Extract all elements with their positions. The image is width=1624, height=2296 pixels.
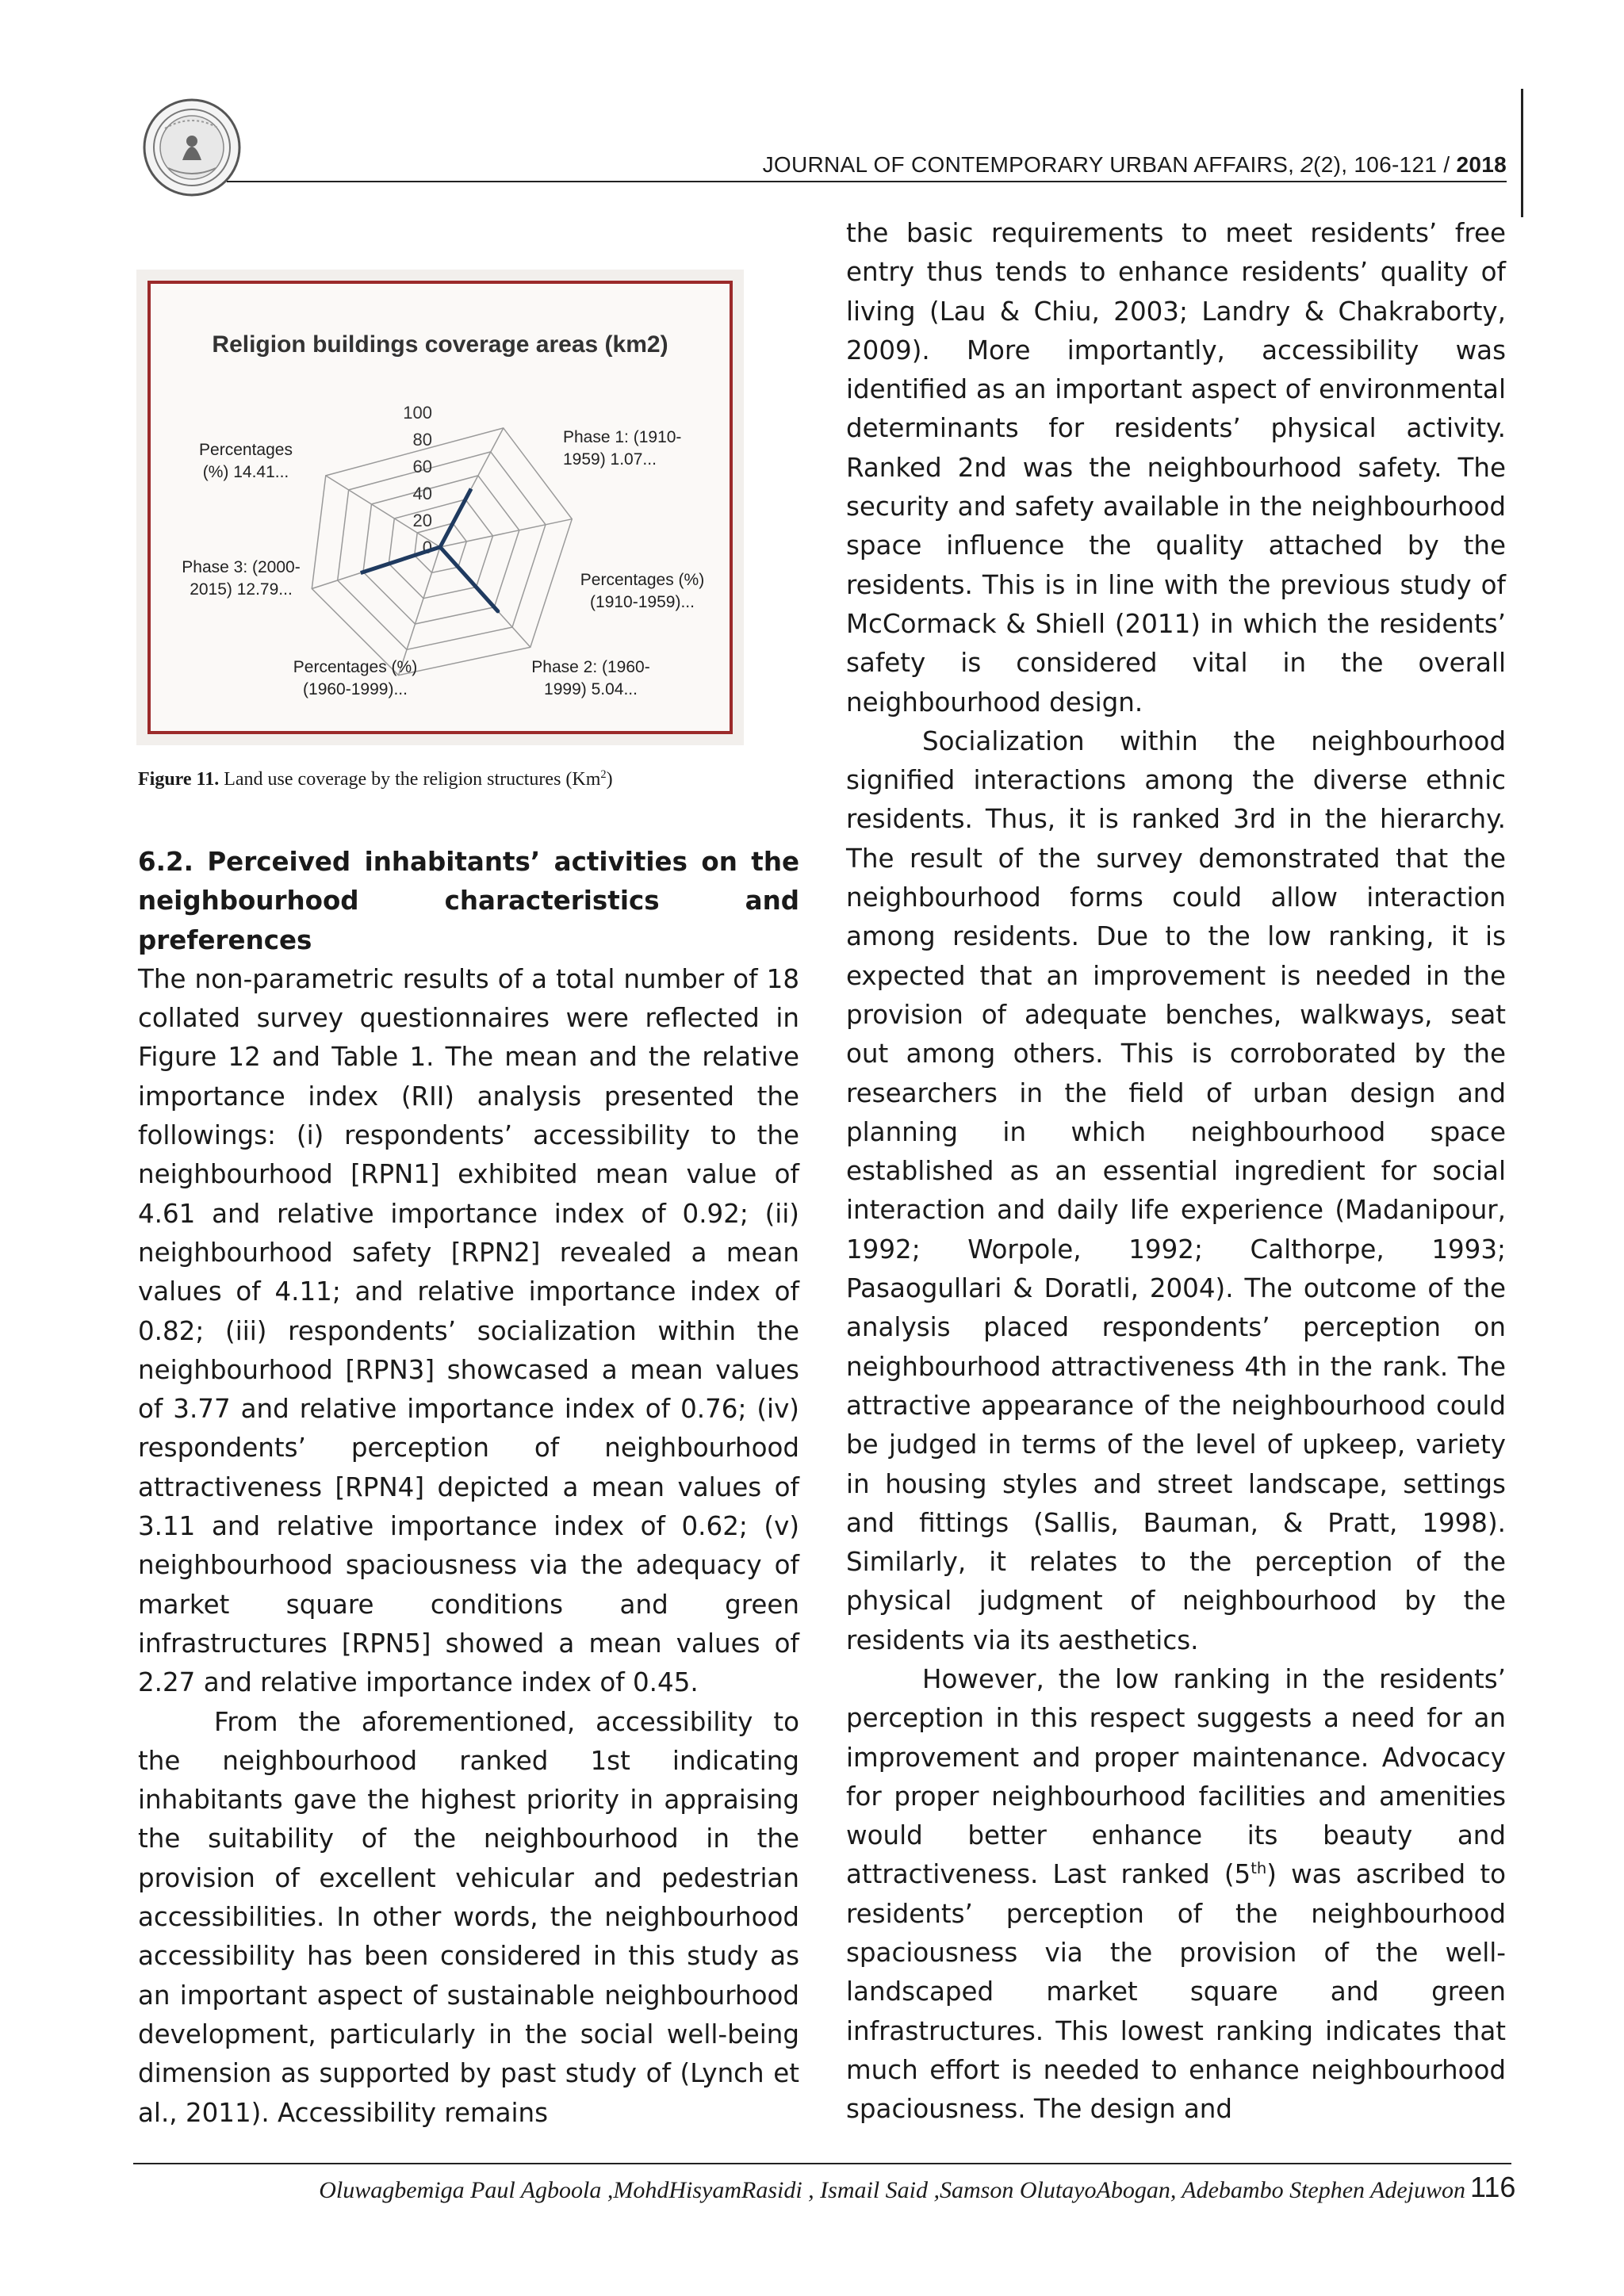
- radar-tick-label: 40: [412, 484, 432, 503]
- radar-axis-label: 1999) 5.04...: [544, 680, 638, 698]
- radar-tick-label: 80: [412, 430, 432, 450]
- radar-axis-label: Percentages: [199, 441, 293, 459]
- footer-authors: Oluwagbemiga Paul Agboola ,MohdHisyamRasidi , Ismail Said ,Samson OlutayoAbogan, Adebambo Stephen Adejuwon: [319, 2177, 1465, 2203]
- footer-rule: [133, 2163, 1511, 2164]
- right-text-column: [846, 214, 1506, 2130]
- header-vertical-rule: [1521, 89, 1523, 217]
- radar-series-line: [361, 489, 498, 611]
- radar-axis-labels: [182, 428, 704, 698]
- radar-tick-label: 0: [422, 538, 432, 557]
- radar-axis-label: (1910-1959)...: [590, 593, 695, 611]
- radar-tick-label: 100: [403, 403, 432, 423]
- radar-chart-panel: [147, 281, 733, 734]
- radar-spoke: [399, 547, 441, 675]
- figure-11: [136, 270, 744, 745]
- paragraph: Socialization within the neighbourhood signified interactions among the diverse ethnic residents. Thus, it is ranked 3rd in the hierarchy. The result of the survey demonstrated that the neighbourhood forms could allow interaction among residents. Due to the low ranking, it is expected that an improvement is needed in the provision of adequate benches, walkways, seat out among others. This is corroborated by the researchers in the field of urban design and planning in which neighbourhood space established as an essential ingredient for social interaction and daily life experience (Madanipour, 1992; Worpole, 1992; Calthorpe, 1993; Pasaogullari & Doratli, 2004). The outcome of the analysis placed respondents’ perception on neighbourhood attractiveness 4th in the rank. The attractive appearance of the neighbourhood could be judged in terms of the level of upkeep, variety in housing styles and street landscape, settings and fittings (Sallis, Bauman, & Pratt, 1998). Similarly, it relates to the perception of the physical judgment of neighbourhood by the residents via its aesthetics.: [846, 725, 1506, 1655]
- radar-axis-label: 2015) 12.79...: [190, 580, 293, 599]
- chart-title: Religion buildings coverage areas (km2): [212, 331, 668, 358]
- radar-axis-label: Phase 2: (1960-: [531, 658, 650, 676]
- radar-tick-label: 20: [412, 511, 432, 530]
- figure-caption: Figure 11. Land use coverage by the religion structures (Km$^2$): [138, 768, 613, 790]
- radar-chart: [151, 284, 730, 731]
- paragraph: However, the low ranking in the residents’ perception in this respect suggests a need for an improvement and proper maintenance. Advocacy for proper neighbourhood facilities and amenities would better enhance its beauty and attractiveness. Last ranked (5th) was ascribed to residents’ perception of the neighbourhood spaciousness via the provision of the well-landscaped market square and green infrastructures. This lowest ranking indicates that much effort is needed to enhance neighbourhood spaciousness. The design and: [846, 1663, 1506, 2125]
- paragraph: From the aforementioned, accessibility to the neighbourhood ranked 1st indicating inhabitants gave the highest priority in appraising the suitability of the neighbourhood in the provision of excellent vehicular and pedestrian accessibilities. In other words, the neighbourhood accessibility has been considered in this study as an important aspect of sustainable neighbourhood development, particularly in the social well-being dimension as supported by past study of (Lynch et al., 2011). Accessibility remains: [138, 1706, 799, 2128]
- paragraph: the basic requirements to meet residents’ free entry thus tends to enhance residents’ quality of living (Lau & Chiu, 2003; Landry & Chakraborty, 2009). More importantly, accessibility was identified as an important aspect of environmental determinants for residents’ physical activity. Ranked 2nd was the neighbourhood safety. The security and safety available in the neighbourhood space influence the quality attached by the residents. This is in line with the previous study of McCormack & Shiell (2011) in which the residents’ safety is considered vital in the overall neighbourhood design.: [846, 218, 1506, 718]
- radar-tick-label: 60: [412, 457, 432, 476]
- page-number: 116: [1470, 2171, 1516, 2203]
- header-rule: [227, 181, 1507, 182]
- paragraph: The non-parametric results of a total number of 18 collated survey questionnaires were reflected in Figure 12 and Table 1. The mean and the relative importance index (RII) analysis presented the followings: (i) respondents’ accessibility to the neighbourhood [RPN1] exhibited mean value of 4.61 and relative importance index of 0.92; (ii) neighbourhood safety [RPN2] revealed a mean values of 4.11; and relative importance index of 0.82; (iii) respondents’ socialization within the neighbourhood [RPN3] showcased a mean values of 3.77 and relative importance index of 0.76; (iv) respondents’ perception of neighbourhood attractiveness [RPN4] depicted a mean values of 3.11 and relative importance index of 0.62; (v) neighbourhood spaciousness via the adequacy of market square conditions and green infrastructures [RPN5] showed a mean values of 2.27 and relative importance index of 0.45.: [138, 963, 799, 1698]
- left-text-column: [138, 843, 799, 2133]
- radar-axis-label: Phase 1: (1910-: [563, 428, 682, 446]
- section-heading: 6.2. Perceived inhabitants’ activities on the neighbourhood characteristics and preferences: [138, 847, 799, 955]
- journal-running-title: JOURNAL OF CONTEMPORARY URBAN AFFAIRS, 2(2), 106-121 / 2018: [762, 152, 1507, 177]
- radar-axis-label: Percentages (%): [580, 571, 705, 589]
- journal-seal-icon: [141, 97, 243, 198]
- radar-axis-label: (%) 14.41...: [202, 463, 289, 481]
- radar-axis-label: 1959) 1.07...: [563, 450, 657, 469]
- radar-axis-label: Phase 3: (2000-: [182, 558, 301, 576]
- radar-axis-label: (1960-1999)...: [303, 680, 408, 698]
- radar-axis-label: Percentages (%): [293, 658, 418, 676]
